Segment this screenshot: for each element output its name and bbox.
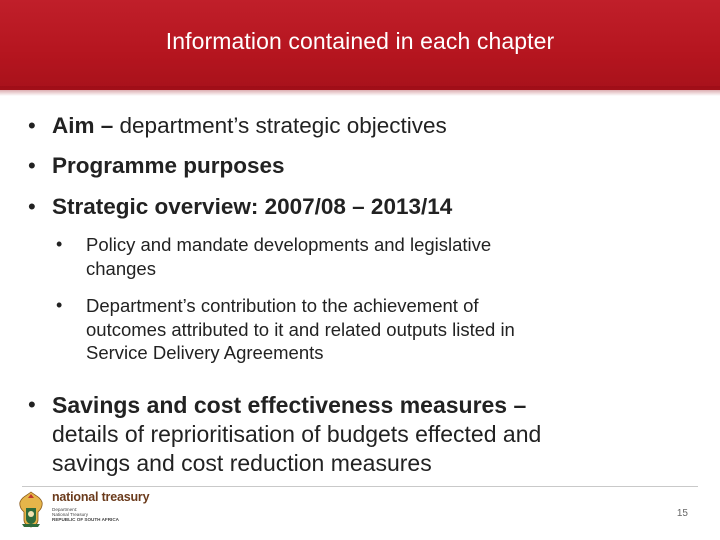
national-treasury-logo <box>16 490 156 530</box>
sub-bullet-glyph: • <box>56 295 63 315</box>
logo-subtext: National Treasury <box>52 512 89 517</box>
bullet-bold-text: Programme purposes <box>52 153 285 178</box>
coat-of-arms-icon <box>16 490 46 528</box>
bullet-text <box>52 193 692 221</box>
bullet-text <box>52 152 692 180</box>
bullet-bold-text: Strategic overview: 2007/08 – 2013/14 <box>52 194 453 219</box>
bullet-bold-text: Savings and cost effectiveness measures – <box>52 392 527 418</box>
bullet-glyph: • <box>28 113 36 138</box>
sub-bullet-text <box>86 294 676 365</box>
logo-subtext: REPUBLIC OF SOUTH AFRICA <box>52 517 119 522</box>
bullet-glyph: • <box>28 194 36 219</box>
logo-wordmark: national treasury <box>52 490 150 504</box>
page-title: Information contained in each chapter <box>165 28 555 54</box>
bullet-glyph: • <box>28 153 36 178</box>
logo-subtext: Department: <box>52 507 78 512</box>
bullet-plain-text: department’s strategic objectives <box>113 113 447 138</box>
footer-divider <box>22 486 698 487</box>
sub-bullet-glyph: • <box>56 234 63 254</box>
bullet-glyph: • <box>28 392 36 417</box>
sub-bullet-line: outcomes attributed to it and related outputs listed in <box>86 318 515 340</box>
bullet-text <box>52 112 692 140</box>
bullet-line: details of reprioritisation of budgets effected and <box>52 421 542 447</box>
bullet-bold-text: Aim – <box>52 113 114 138</box>
sub-bullet-text <box>86 233 676 280</box>
sub-bullet-line: Department’s contribution to the achievement of <box>86 295 479 316</box>
sub-bullet-line: Policy and mandate developments and legislative <box>86 234 492 255</box>
sub-bullet-line: changes <box>86 257 156 279</box>
bullet-line: savings and cost reduction measures <box>52 450 432 476</box>
page-number: 15 <box>676 508 688 519</box>
sub-bullet-line: Service Delivery Agreements <box>86 342 324 363</box>
bullet-text <box>52 391 692 478</box>
